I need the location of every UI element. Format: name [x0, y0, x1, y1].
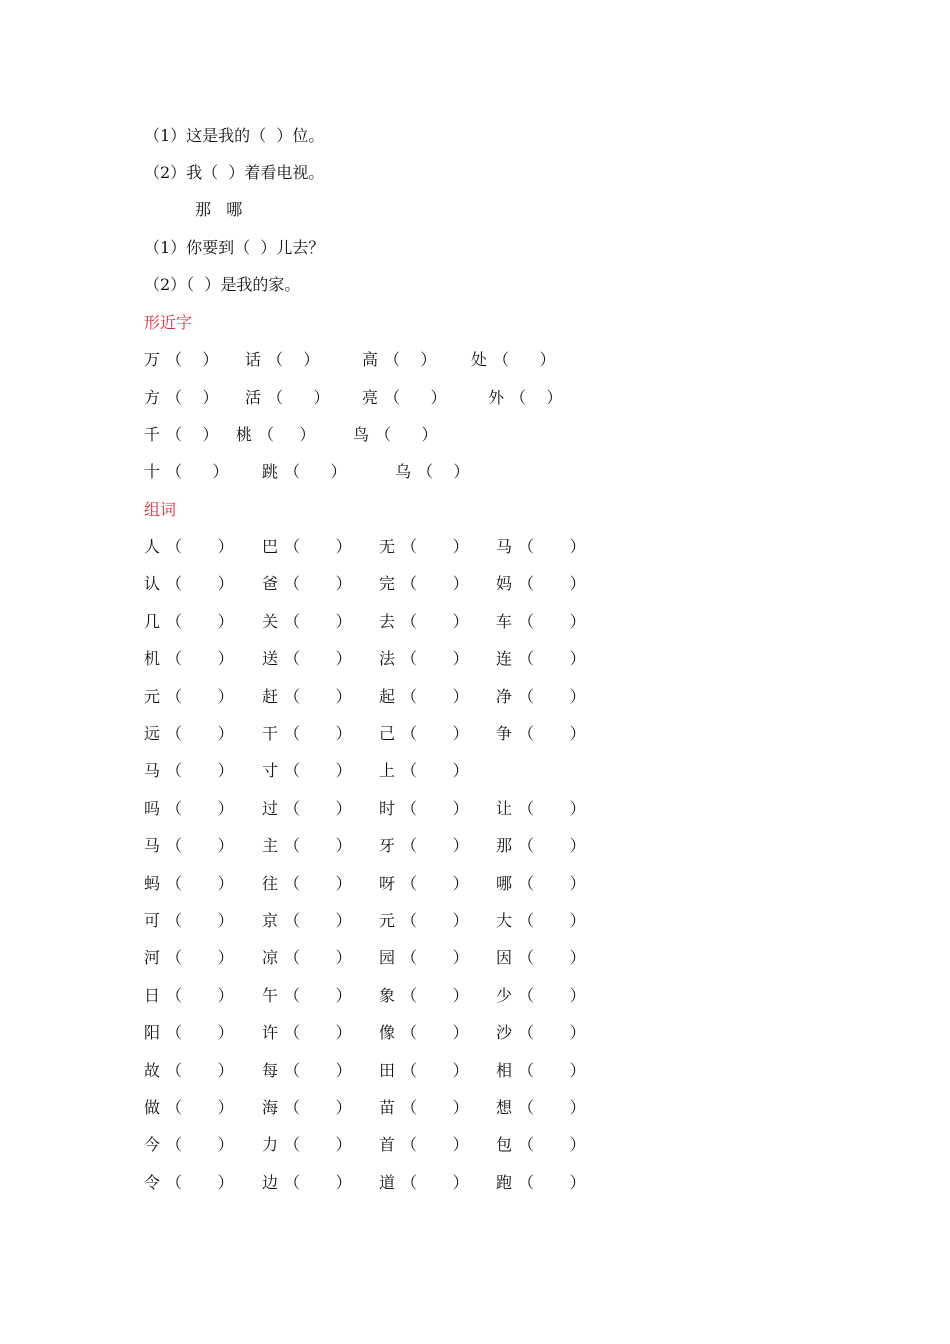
zuci-char: 哪 — [496, 874, 513, 893]
zuci-char: 想 — [496, 1098, 513, 1117]
answer-blank[interactable]: （ ） — [166, 948, 234, 967]
zuci-char: 车 — [496, 612, 513, 631]
answer-blank[interactable]: （ ） — [401, 724, 469, 743]
xingjin-item — [488, 386, 562, 410]
zuci-char: 少 — [496, 986, 513, 1005]
zuci-char: 跑 — [496, 1173, 513, 1192]
zuci-item — [496, 1021, 586, 1045]
zuci-item — [144, 984, 234, 1008]
zuci-item — [144, 1021, 234, 1045]
zuci-item — [379, 1171, 469, 1195]
zuci-item — [379, 722, 469, 746]
zuci-item — [262, 1171, 352, 1195]
answer-blank[interactable]: （ ） — [401, 1173, 469, 1192]
answer-blank[interactable]: （ ） — [284, 986, 352, 1005]
sentence-1-2: （2）我（ ）着看电视。 — [144, 163, 325, 182]
zuci-item — [496, 1171, 586, 1195]
zuci-char: 许 — [262, 1023, 279, 1042]
zuci-char: 爸 — [262, 574, 279, 593]
answer-blank[interactable]: （ ） — [284, 874, 352, 893]
xingjin-item — [144, 423, 218, 447]
answer-blank[interactable]: （ ） — [284, 948, 352, 967]
answer-blank[interactable]: （ ） — [493, 350, 556, 369]
answer-blank[interactable]: （ ） — [401, 986, 469, 1005]
zuci-item — [496, 722, 586, 746]
answer-blank[interactable]: （ ） — [284, 1098, 352, 1117]
answer-blank[interactable]: （ ） — [401, 574, 469, 593]
zuci-char: 时 — [379, 799, 396, 818]
zuci-char: 完 — [379, 574, 396, 593]
answer-blank[interactable]: （ ） — [401, 1023, 469, 1042]
zuci-char: 寸 — [262, 761, 279, 780]
xingjin-char: 高 — [362, 350, 379, 369]
zuci-char: 起 — [379, 687, 396, 706]
xingjin-char: 乌 — [395, 462, 412, 481]
answer-blank[interactable]: （ ） — [401, 612, 469, 631]
zuci-char: 关 — [262, 612, 279, 631]
answer-blank[interactable]: （ ） — [518, 1135, 586, 1154]
answer-blank[interactable]: （ ） — [166, 425, 219, 444]
zuci-char: 元 — [379, 911, 396, 930]
answer-blank[interactable]: （ ） — [284, 537, 352, 556]
zuci-item — [496, 1059, 586, 1083]
zuci-char: 大 — [496, 911, 513, 930]
zuci-item — [262, 984, 352, 1008]
xingjin-item — [144, 460, 229, 484]
answer-blank[interactable]: （ ） — [166, 1061, 234, 1080]
sentence-2-2: （2）（ ）是我的家。 — [144, 275, 301, 294]
zuci-char: 海 — [262, 1098, 279, 1117]
answer-blank[interactable]: （ ） — [166, 1098, 234, 1117]
answer-blank[interactable]: （ ） — [166, 724, 234, 743]
zuci-char: 午 — [262, 986, 279, 1005]
sentence-2-1: （1）你要到（ ）儿去？ — [144, 238, 325, 257]
zuci-item — [262, 535, 352, 559]
answer-blank[interactable]: （ ） — [401, 649, 469, 668]
zuci-item — [144, 909, 234, 933]
zuci-item — [379, 1133, 469, 1157]
xingjin-item — [362, 386, 447, 410]
zuci-item — [144, 946, 234, 970]
xingjin-item — [262, 460, 347, 484]
answer-blank[interactable]: （ ） — [518, 911, 586, 930]
zuci-item — [496, 797, 586, 821]
zuci-item — [262, 759, 352, 783]
zuci-item — [496, 572, 586, 596]
zuci-item — [379, 535, 469, 559]
zuci-item — [144, 1171, 234, 1195]
answer-blank[interactable]: （ ） — [166, 612, 234, 631]
answer-blank[interactable]: （ ） — [401, 948, 469, 967]
zuci-item — [496, 1133, 586, 1157]
answer-blank[interactable]: （ ） — [518, 799, 586, 818]
answer-blank[interactable]: （ ） — [518, 537, 586, 556]
answer-blank[interactable]: （ ） — [510, 388, 563, 407]
zuci-char: 己 — [379, 724, 396, 743]
answer-blank[interactable]: （ ） — [284, 799, 352, 818]
zuci-char: 凉 — [262, 948, 279, 967]
zuci-item — [262, 610, 352, 634]
answer-blank[interactable]: （ ） — [284, 1023, 352, 1042]
answer-blank[interactable]: （ ） — [518, 874, 586, 893]
zuci-item — [262, 685, 352, 709]
zuci-item — [379, 759, 469, 783]
zuci-item — [496, 1096, 586, 1120]
zuci-item — [144, 722, 234, 746]
zuci-char: 赶 — [262, 687, 279, 706]
zuci-char: 马 — [496, 537, 513, 556]
zuci-item — [496, 909, 586, 933]
zuci-item — [496, 946, 586, 970]
answer-blank[interactable]: （ ） — [518, 948, 586, 967]
answer-blank[interactable]: （ ） — [518, 612, 586, 631]
zuci-item — [144, 572, 234, 596]
zuci-item — [262, 946, 352, 970]
zuci-item — [262, 909, 352, 933]
zuci-char: 连 — [496, 649, 513, 668]
xingjin-char: 鸟 — [353, 425, 370, 444]
answer-blank[interactable]: （ ） — [284, 836, 352, 855]
answer-blank[interactable]: （ ） — [518, 687, 586, 706]
zuci-char: 过 — [262, 799, 279, 818]
answer-blank[interactable]: （ ） — [284, 1135, 352, 1154]
zuci-item — [144, 834, 234, 858]
xingjin-char: 活 — [245, 388, 262, 407]
zuci-item — [144, 1059, 234, 1083]
zuci-char: 马 — [144, 836, 161, 855]
answer-blank[interactable]: （ ） — [166, 836, 234, 855]
zuci-char: 田 — [379, 1061, 396, 1080]
answer-blank[interactable]: （ ） — [166, 1173, 234, 1192]
answer-blank[interactable]: （ ） — [518, 986, 586, 1005]
answer-blank[interactable]: （ ） — [166, 574, 234, 593]
section-title-xingjin: 形近字 — [144, 313, 193, 332]
zuci-item — [144, 872, 234, 896]
zuci-char: 机 — [144, 649, 161, 668]
zuci-char: 令 — [144, 1173, 161, 1192]
zuci-char: 吗 — [144, 799, 161, 818]
answer-blank[interactable]: （ ） — [284, 761, 352, 780]
answer-blank[interactable]: （ ） — [518, 724, 586, 743]
zuci-item — [379, 834, 469, 858]
zuci-char: 今 — [144, 1135, 161, 1154]
zuci-item — [262, 722, 352, 746]
zuci-char: 送 — [262, 649, 279, 668]
zuci-char: 法 — [379, 649, 396, 668]
zuci-item — [379, 610, 469, 634]
answer-blank[interactable]: （ ） — [518, 1173, 586, 1192]
zuci-item — [144, 1133, 234, 1157]
zuci-item — [379, 647, 469, 671]
answer-blank[interactable]: （ ） — [267, 350, 320, 369]
zuci-char: 可 — [144, 911, 161, 930]
zuci-item — [379, 685, 469, 709]
xingjin-item — [362, 348, 436, 372]
zuci-char: 象 — [379, 986, 396, 1005]
zuci-item — [379, 984, 469, 1008]
answer-blank[interactable]: （ ） — [417, 462, 470, 481]
zuci-item — [144, 1096, 234, 1120]
zuci-item — [379, 909, 469, 933]
answer-blank[interactable]: （ ） — [258, 425, 316, 444]
zuci-char: 河 — [144, 948, 161, 967]
zuci-item — [262, 797, 352, 821]
zuci-item — [496, 872, 586, 896]
answer-blank[interactable]: （ ） — [166, 537, 234, 556]
zuci-char: 马 — [144, 761, 161, 780]
zuci-char: 首 — [379, 1135, 396, 1154]
zuci-char: 边 — [262, 1173, 279, 1192]
answer-blank[interactable]: （ ） — [284, 462, 347, 481]
zuci-item — [496, 610, 586, 634]
answer-blank[interactable]: （ ） — [401, 537, 469, 556]
zuci-item — [144, 535, 234, 559]
zuci-item — [262, 834, 352, 858]
xingjin-item — [245, 348, 319, 372]
zuci-char: 无 — [379, 537, 396, 556]
zuci-item — [496, 984, 586, 1008]
zuci-item — [379, 572, 469, 596]
xingjin-char: 千 — [144, 425, 161, 444]
zuci-char: 认 — [144, 574, 161, 593]
answer-blank[interactable]: （ ） — [166, 761, 234, 780]
zuci-char: 沙 — [496, 1023, 513, 1042]
zuci-item — [262, 1059, 352, 1083]
zuci-item — [496, 535, 586, 559]
zuci-char: 蚂 — [144, 874, 161, 893]
answer-blank[interactable]: （ ） — [166, 911, 234, 930]
section-title-zuci: 组词 — [144, 500, 177, 519]
zuci-char: 远 — [144, 724, 161, 743]
xingjin-char: 桃 — [236, 425, 253, 444]
answer-blank[interactable]: （ ） — [401, 836, 469, 855]
answer-blank[interactable]: （ ） — [166, 799, 234, 818]
answer-blank[interactable]: （ ） — [518, 574, 586, 593]
xingjin-item — [471, 348, 556, 372]
xingjin-item — [144, 386, 218, 410]
zuci-item — [144, 647, 234, 671]
zuci-item — [379, 946, 469, 970]
zuci-char: 道 — [379, 1173, 396, 1192]
zuci-char: 元 — [144, 687, 161, 706]
xingjin-char: 十 — [144, 462, 161, 481]
zuci-char: 相 — [496, 1061, 513, 1080]
answer-blank[interactable]: （ ） — [401, 1061, 469, 1080]
zuci-item — [262, 1096, 352, 1120]
zuci-item — [144, 797, 234, 821]
answer-blank[interactable]: （ ） — [284, 1173, 352, 1192]
zuci-char: 牙 — [379, 836, 396, 855]
answer-blank[interactable]: （ ） — [401, 874, 469, 893]
zuci-item — [144, 610, 234, 634]
zuci-char: 苗 — [379, 1098, 396, 1117]
answer-blank[interactable]: （ ） — [166, 350, 219, 369]
zuci-char: 巴 — [262, 537, 279, 556]
zuci-char: 主 — [262, 836, 279, 855]
zuci-item — [262, 1133, 352, 1157]
answer-blank[interactable]: （ ） — [166, 687, 234, 706]
zuci-item — [144, 759, 234, 783]
zuci-char: 做 — [144, 1098, 161, 1117]
answer-blank[interactable]: （ ） — [401, 799, 469, 818]
sentence-1-1: （1）这是我的（ ）位。 — [144, 126, 325, 145]
answer-blank[interactable]: （ ） — [518, 1061, 586, 1080]
zuci-char: 那 — [496, 836, 513, 855]
zuci-item — [262, 647, 352, 671]
zuci-char: 去 — [379, 612, 396, 631]
answer-blank[interactable]: （ ） — [518, 836, 586, 855]
answer-blank[interactable]: （ ） — [384, 388, 447, 407]
xingjin-char: 话 — [245, 350, 262, 369]
zuci-item — [379, 1021, 469, 1045]
answer-blank[interactable]: （ ） — [518, 1098, 586, 1117]
answer-blank[interactable]: （ ） — [384, 350, 437, 369]
zuci-char: 人 — [144, 537, 161, 556]
answer-blank[interactable]: （ ） — [166, 1135, 234, 1154]
answer-blank[interactable]: （ ） — [166, 388, 219, 407]
zuci-char: 日 — [144, 986, 161, 1005]
answer-blank[interactable]: （ ） — [284, 574, 352, 593]
zuci-char: 包 — [496, 1135, 513, 1154]
xingjin-char: 方 — [144, 388, 161, 407]
xingjin-char: 万 — [144, 350, 161, 369]
xingjin-char: 跳 — [262, 462, 279, 481]
zuci-char: 往 — [262, 874, 279, 893]
zuci-char: 干 — [262, 724, 279, 743]
zuci-char: 像 — [379, 1023, 396, 1042]
xingjin-char: 亮 — [362, 388, 379, 407]
xingjin-item — [395, 460, 469, 484]
zuci-item — [379, 872, 469, 896]
xingjin-char: 外 — [488, 388, 505, 407]
answer-blank[interactable]: （ ） — [267, 388, 330, 407]
zuci-char: 上 — [379, 761, 396, 780]
zuci-item — [496, 647, 586, 671]
answer-blank[interactable]: （ ） — [166, 874, 234, 893]
answer-blank[interactable]: （ ） — [166, 462, 229, 481]
answer-blank[interactable]: （ ） — [401, 761, 469, 780]
answer-blank[interactable]: （ ） — [284, 687, 352, 706]
answer-blank[interactable]: （ ） — [518, 649, 586, 668]
answer-blank[interactable]: （ ） — [401, 1135, 469, 1154]
xingjin-item — [236, 423, 315, 447]
zuci-item — [262, 572, 352, 596]
answer-blank[interactable]: （ ） — [518, 1023, 586, 1042]
answer-blank[interactable]: （ ） — [166, 649, 234, 668]
zuci-char: 故 — [144, 1061, 161, 1080]
answer-blank[interactable]: （ ） — [284, 612, 352, 631]
zuci-item — [144, 685, 234, 709]
zuci-item — [379, 1096, 469, 1120]
answer-blank[interactable]: （ ） — [284, 649, 352, 668]
answer-blank[interactable]: （ ） — [166, 986, 234, 1005]
answer-blank[interactable]: （ ） — [401, 687, 469, 706]
zuci-char: 净 — [496, 687, 513, 706]
zuci-char: 阳 — [144, 1023, 161, 1042]
answer-blank[interactable]: （ ） — [284, 724, 352, 743]
zuci-char: 争 — [496, 724, 513, 743]
xingjin-item — [245, 386, 330, 410]
zuci-item — [262, 1021, 352, 1045]
answer-blank[interactable]: （ ） — [166, 1023, 234, 1042]
zuci-char: 几 — [144, 612, 161, 631]
zuci-char: 妈 — [496, 574, 513, 593]
choice-words: 那 哪 — [195, 200, 243, 219]
zuci-char: 因 — [496, 948, 513, 967]
xingjin-char: 处 — [471, 350, 488, 369]
zuci-char: 力 — [262, 1135, 279, 1154]
zuci-item — [379, 797, 469, 821]
answer-blank[interactable]: （ ） — [401, 911, 469, 930]
answer-blank[interactable]: （ ） — [375, 425, 438, 444]
zuci-item — [496, 834, 586, 858]
zuci-item — [379, 1059, 469, 1083]
zuci-item — [496, 685, 586, 709]
xingjin-item — [353, 423, 438, 447]
zuci-char: 让 — [496, 799, 513, 818]
answer-blank[interactable]: （ ） — [284, 911, 352, 930]
zuci-item — [262, 872, 352, 896]
answer-blank[interactable]: （ ） — [401, 1098, 469, 1117]
zuci-char: 每 — [262, 1061, 279, 1080]
zuci-char: 京 — [262, 911, 279, 930]
xingjin-item — [144, 348, 218, 372]
zuci-char: 呀 — [379, 874, 396, 893]
zuci-char: 园 — [379, 948, 396, 967]
answer-blank[interactable]: （ ） — [284, 1061, 352, 1080]
